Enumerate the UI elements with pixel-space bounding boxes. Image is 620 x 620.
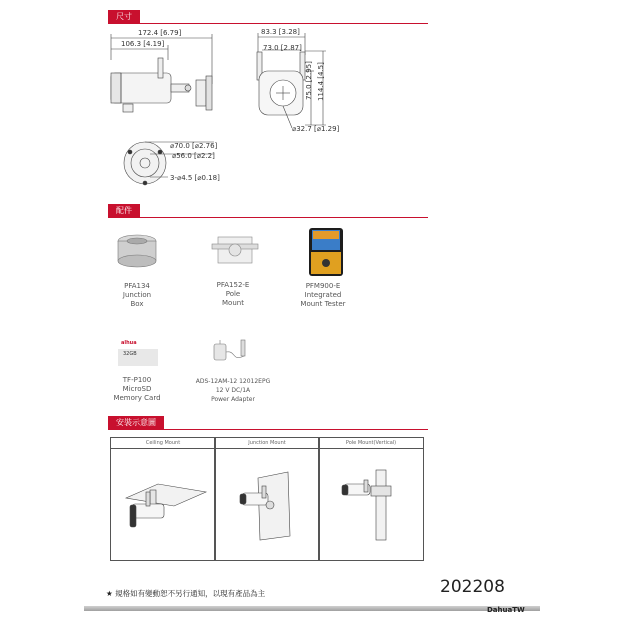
- accessory-label-power-adapter: ADS-12AM-12 12012EPG 12 V DC/1A Power Adapter: [195, 378, 271, 403]
- dim-front-height-total: 114.4 [4.5]: [317, 62, 325, 101]
- sd-card-brand: alhua: [121, 340, 137, 346]
- dim-front-width: 83.3 [3.28]: [261, 28, 300, 36]
- document-date: 202208: [440, 577, 505, 597]
- accessory-label-memory-card: TF-P100 MicroSD Memory Card: [113, 376, 161, 402]
- section-tag-dimensions: 尺寸: [108, 10, 140, 23]
- mount-title: Junction Mount: [248, 440, 286, 446]
- accessory-label-mount-tester: PFM900-E Integrated Mount Tester: [300, 282, 346, 308]
- mount-title: Ceiling Mount: [145, 440, 181, 446]
- footer-bar: [84, 606, 540, 611]
- section-tag-installation: 安裝示意圖: [108, 416, 164, 429]
- dim-side-body: 106.3 [4.19]: [121, 40, 165, 48]
- dim-front-height-body: 75.0 [2.95]: [305, 61, 313, 100]
- mount-title: Pole Mount(Vertical): [345, 440, 397, 446]
- dim-front-lens: ⌀32.7 [⌀1.29]: [292, 125, 340, 133]
- dim-base-holes: 3-⌀4.5 [⌀0.18]: [170, 174, 220, 182]
- sd-card-capacity: 32GB: [123, 351, 137, 357]
- accessory-label-pole-mount: PFA152-E Pole Mount: [216, 281, 250, 307]
- dim-side-overall: 172.4 [6.79]: [138, 29, 182, 37]
- footer-brand: DahuaTW: [487, 606, 525, 614]
- accessory-label-junction-box: PFA134 Junction Box: [122, 282, 152, 308]
- dim-base-d1: ⌀70.0 [⌀2.76]: [170, 142, 218, 150]
- section-tag-accessories: 配件: [108, 204, 140, 217]
- dim-front-inner-width: 73.0 [2.87]: [263, 44, 302, 52]
- footnote: ★ 規格如有變動恕不另行通知，以現有產品為主: [106, 589, 266, 598]
- dim-base-d2: ⌀56.0 [⌀2.2]: [172, 152, 215, 160]
